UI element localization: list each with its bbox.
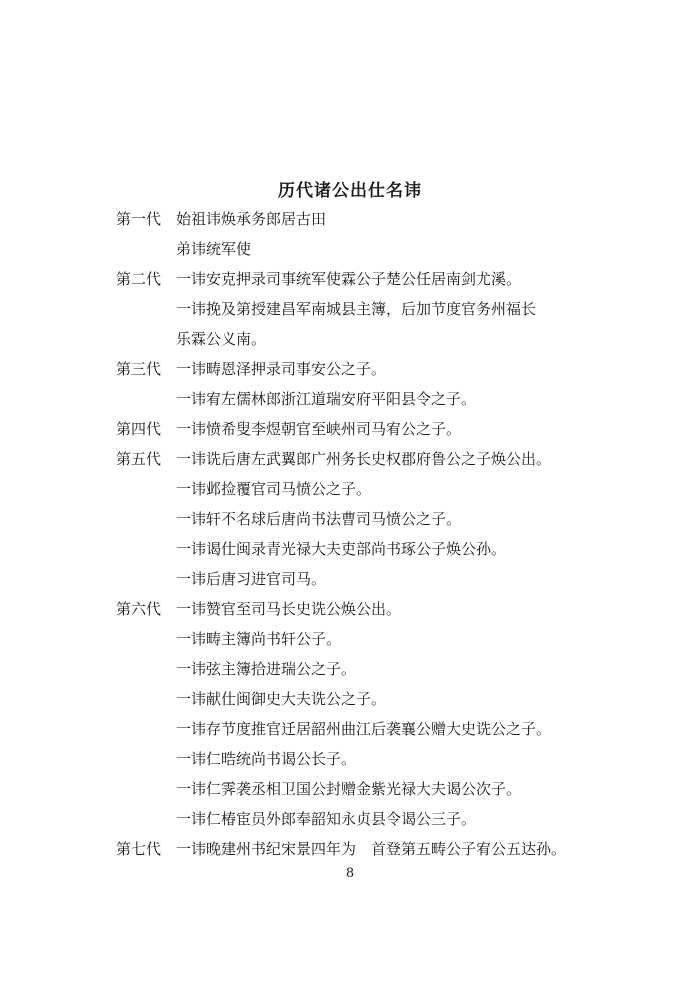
generation-7 — [116, 834, 676, 864]
entry-line: 一讳畴主簿尚书轩公子。 — [176, 630, 342, 648]
generation-2 — [116, 264, 676, 354]
generation-4 — [116, 414, 676, 444]
entry-line: 乐霖公义南。 — [176, 330, 267, 348]
generation-label: 第五代 — [116, 450, 162, 468]
generation-label: 第二代 — [116, 270, 162, 288]
entry-line: 一讳诜后唐左武翼郎广州务长史权郡府鲁公之子焕公出。 — [176, 450, 552, 468]
entry-line: 一讳后唐习进官司马。 — [176, 570, 327, 588]
entry-line: 一讳愤希叟李煜朝官至峡州司马宥公之子。 — [176, 420, 462, 438]
generation-6 — [116, 594, 676, 834]
entry-line: 一讳仁霁袭丞相卫国公封赠金紫光禄大夫谒公次子。 — [176, 780, 522, 798]
page-title: 历代诸公出仕名讳 — [278, 181, 422, 201]
generation-label: 第三代 — [116, 360, 162, 378]
entry-line: 一讳赞官至司马长史诜公焕公出。 — [176, 600, 402, 618]
entry-line: 一讳邺捡覆官司马愤公之子。 — [176, 480, 372, 498]
entry-line: 一讳轩不名球后唐尚书法曹司马愤公之子。 — [176, 510, 462, 528]
entry-line: 弟讳统军使 — [176, 240, 252, 258]
entry-line: 一讳挽及第授建昌军南城县主簿，后加节度官务州福长 — [176, 300, 537, 318]
generation-5 — [116, 444, 676, 594]
entry-line: 一讳谒仕闽录青光禄大夫吏部尚书琢公子焕公孙。 — [176, 540, 507, 558]
entry-line: 一讳弦主簿拾进瑞公之子。 — [176, 660, 357, 678]
generation-list — [116, 204, 676, 864]
entry-line: 一讳晚建州书纪宋景四年为 首登第五畴公子宥公五达孙。 — [176, 840, 567, 858]
entry-line: 一讳畴恩泽押录司事安公之子。 — [176, 360, 387, 378]
generation-label: 第六代 — [116, 600, 162, 618]
generation-label: 第四代 — [116, 420, 162, 438]
entry-line: 一讳安克押录司事统军使霖公子楚公任居南剑尤溪。 — [176, 270, 522, 288]
entry-line: 一讳仁晧统尚书谒公长子。 — [176, 750, 357, 768]
generation-3 — [116, 354, 676, 414]
entry-line: 一讳宥左儒林郎浙江道瑞安府平阳县令之子。 — [176, 390, 477, 408]
entry-line: 始祖讳焕承务郎居古田 — [176, 210, 327, 228]
entry-line: 一讳存节度推官迁居韶州曲江后袭襄公赠大史诜公之子。 — [176, 720, 552, 738]
generation-label: 第七代 — [116, 840, 162, 858]
generation-1 — [116, 204, 676, 264]
page-number: 8 — [345, 866, 355, 881]
entry-line: 一讳仁椿宦员外郎奉韶知永贞县令谒公三子。 — [176, 810, 477, 828]
entry-line: 一讳献仕闽御史大夫诜公之子。 — [176, 690, 387, 708]
generation-label: 第一代 — [116, 210, 162, 228]
